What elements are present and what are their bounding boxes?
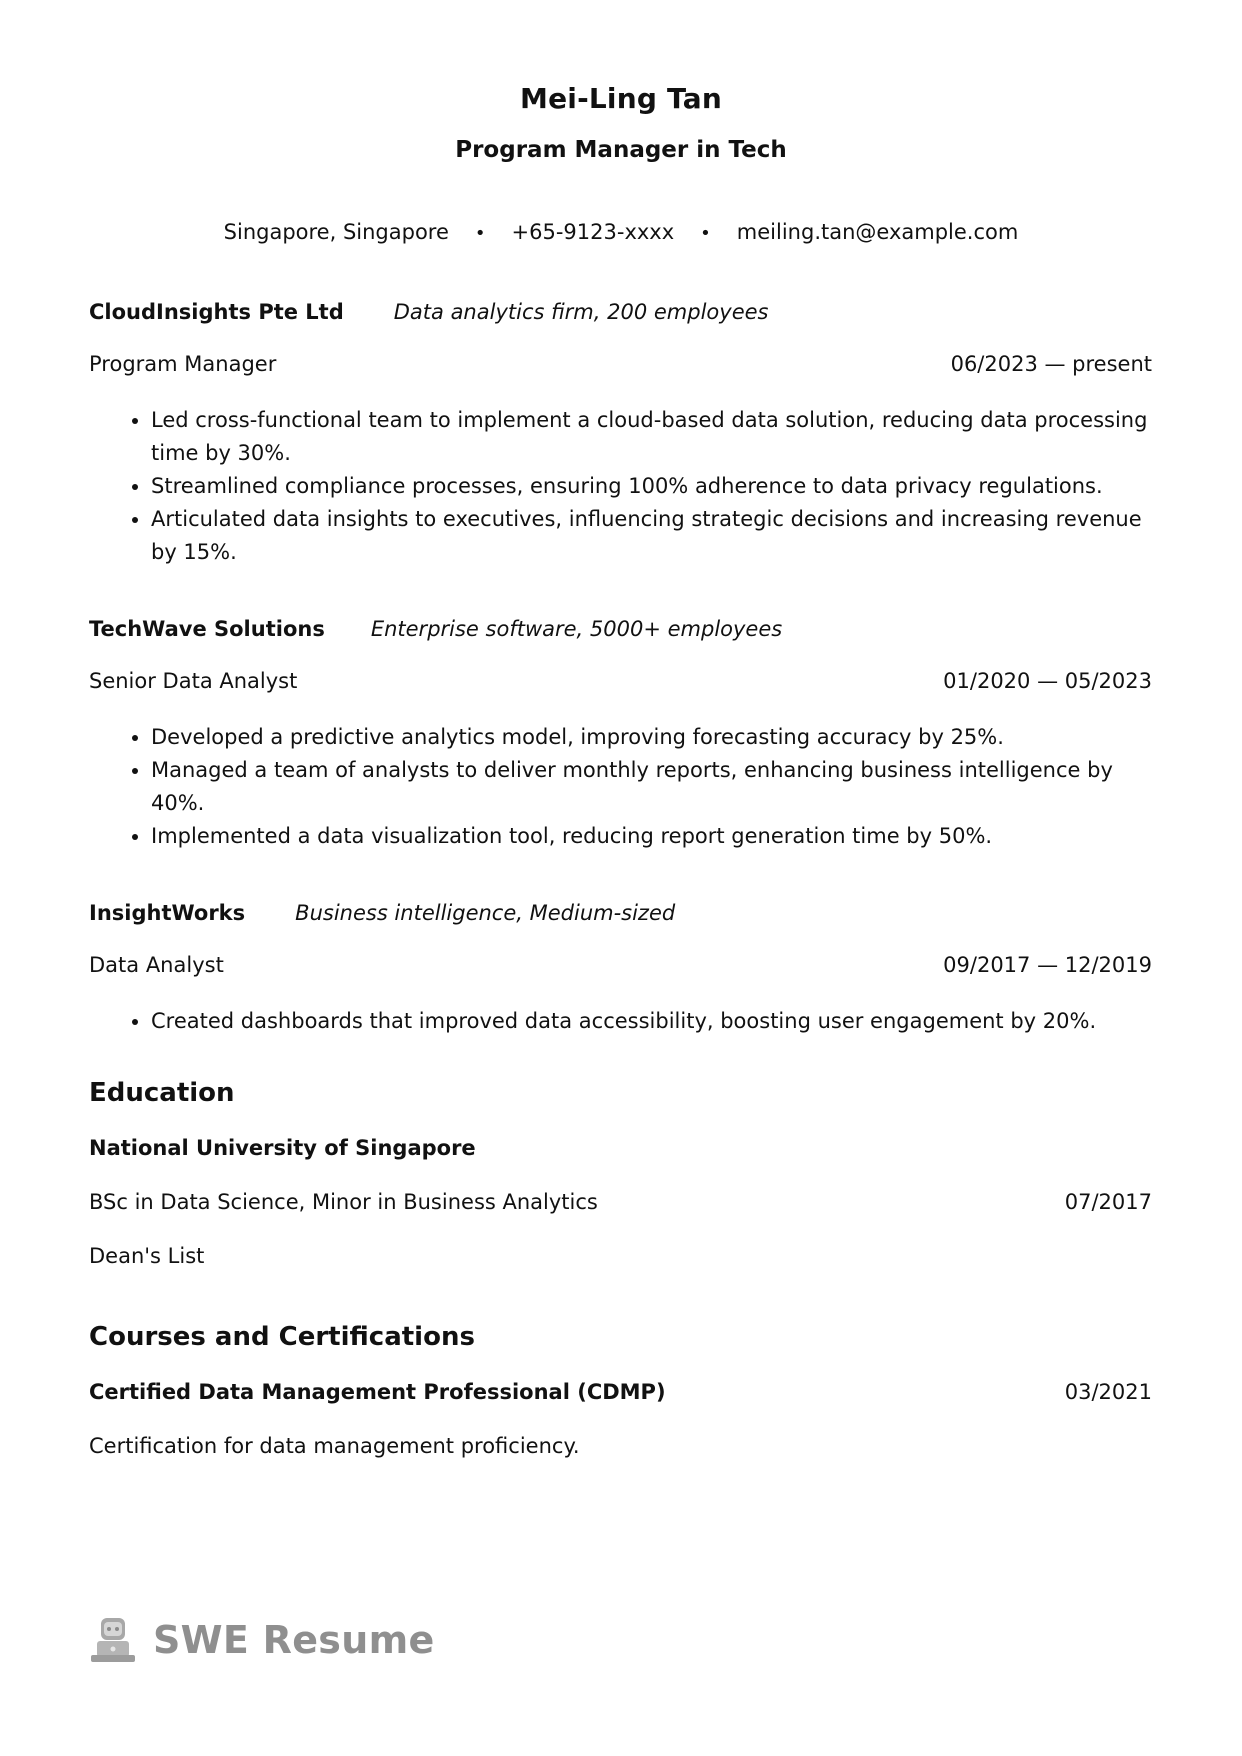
achievement-item: • Created dashboards that improved data accessibility, boosting user engagement by 20%.	[151, 1005, 1152, 1038]
degree-name: BSc in Data Science, Minor in Business Analytics	[89, 1190, 598, 1214]
school-name: National University of Singapore	[89, 1136, 476, 1160]
contact-separator: •	[474, 223, 486, 244]
achievement-item: • Led cross-functional team to implement a cloud-based data solution, reducing data processing time by 30%.	[151, 404, 1152, 470]
job-dates: 06/2023 — present	[950, 352, 1152, 376]
experience-header	[89, 901, 1152, 939]
company-name: InsightWorks	[89, 901, 246, 925]
role-row	[89, 352, 1152, 392]
degree-row	[89, 1190, 1152, 1230]
company-description: Enterprise software, 5000+ employees	[370, 617, 783, 641]
company-name: CloudInsights Pte Ltd	[89, 300, 344, 324]
job-dates: 01/2020 — 05/2023	[943, 669, 1152, 693]
honor-row	[89, 1244, 1152, 1284]
graduation-date: 07/2017	[1064, 1190, 1152, 1214]
education-section	[89, 1078, 1152, 1284]
experience-entry	[89, 617, 1152, 853]
certification-date: 03/2021	[1064, 1380, 1152, 1404]
honor-text: Dean's List	[89, 1244, 205, 1268]
company-description: Business intelligence, Medium-sized	[295, 901, 676, 925]
brand-logo	[89, 1615, 435, 1665]
brand-name: SWE Resume	[153, 1618, 435, 1662]
role-row	[89, 669, 1152, 709]
job-dates: 09/2017 — 12/2019	[943, 953, 1152, 977]
company-description: Data analytics firm, 200 employees	[393, 300, 769, 324]
job-title: Senior Data Analyst	[89, 669, 298, 693]
education-heading: Education	[89, 1078, 235, 1108]
achievement-item: • Streamlined compliance processes, ensuring 100% adherence to data privacy regulations.	[151, 470, 1152, 503]
achievement-item: • Articulated data insights to executives, influencing strategic decisions and increasing revenue by 15%.	[151, 503, 1152, 569]
contact-line	[0, 220, 1242, 244]
job-title: Data Analyst	[89, 953, 224, 977]
candidate-headline: Program Manager in Tech	[455, 137, 787, 163]
achievement-item: • Implemented a data visualization tool, reducing report generation time by 50%.	[151, 820, 1152, 853]
certification-description-row	[89, 1434, 1152, 1474]
candidate-name: Mei-Ling Tan	[520, 82, 722, 115]
achievement-list	[89, 1005, 1152, 1038]
experience-header	[89, 300, 1152, 338]
experience-entry	[89, 300, 1152, 569]
job-title: Program Manager	[89, 352, 277, 376]
contact-separator: •	[700, 223, 711, 244]
achievement-list	[89, 721, 1152, 853]
contact-email: meiling.tan@example.com	[736, 220, 1019, 244]
certification-row	[89, 1380, 1152, 1420]
courses-heading: Courses and Certifications	[89, 1322, 475, 1352]
person-laptop-icon	[89, 1615, 137, 1665]
certification-name: Certified Data Management Professional (CDMP)	[89, 1380, 666, 1404]
achievement-list	[89, 404, 1152, 569]
achievement-item: • Managed a team of analysts to deliver monthly reports, enhancing business intelligence by 40%.	[151, 754, 1152, 820]
role-row	[89, 953, 1152, 993]
contact-phone: +65-9123-xxxx	[511, 220, 675, 244]
achievement-item: • Developed a predictive analytics model, improving forecasting accuracy by 25%.	[151, 721, 1152, 754]
courses-section	[89, 1322, 1152, 1474]
resume-body	[89, 300, 1152, 1474]
certification-description: Certification for data management proficiency.	[89, 1434, 580, 1458]
experience-header	[89, 617, 1152, 655]
contact-location: Singapore, Singapore	[223, 220, 449, 244]
experience-entry	[89, 901, 1152, 1038]
company-name: TechWave Solutions	[89, 617, 325, 641]
